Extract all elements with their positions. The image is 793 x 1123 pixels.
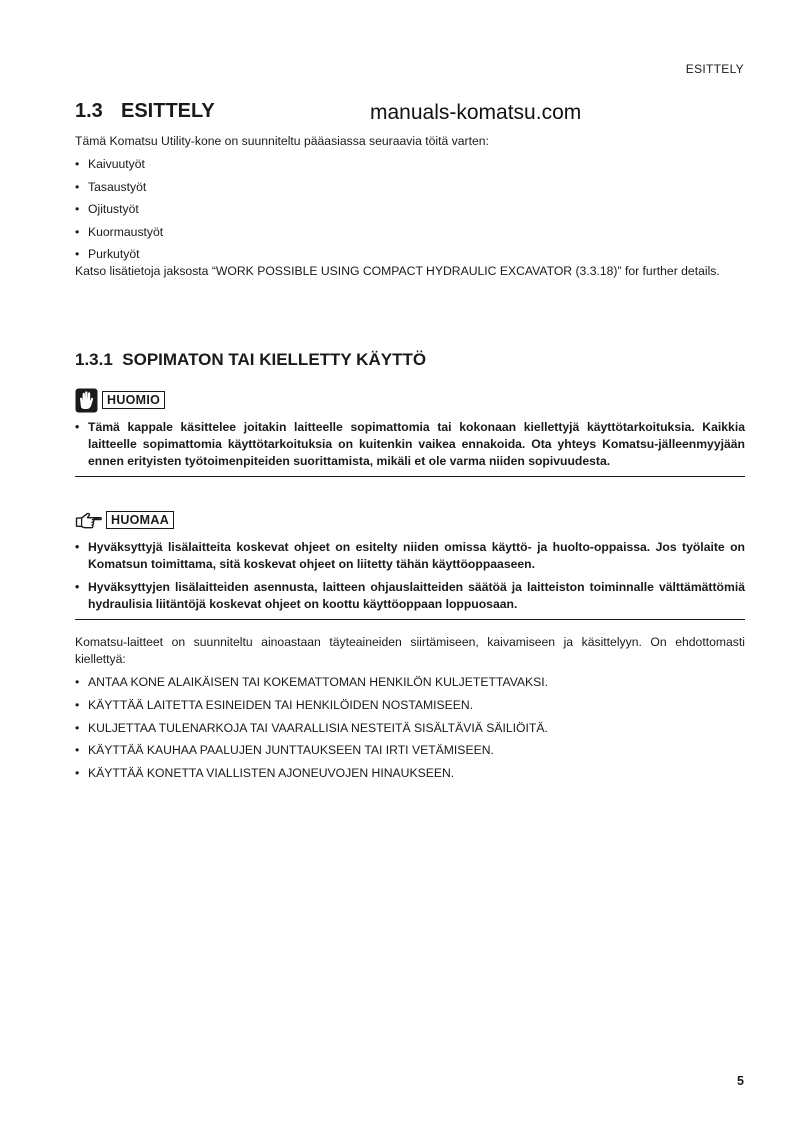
list-item: • Purkutyöt	[75, 246, 745, 263]
list-item: • Kaivuutyöt	[75, 156, 745, 173]
prohibited-list	[75, 674, 745, 781]
work-list	[75, 156, 745, 263]
note-item: • Hyväksyttyjä lisälaitteita koskevat ohjeet on esitelty niiden omissa käyttö- ja huolto-oppaissa. Jos työlaite on Komatsun toimittama, sitä koskevat ohjeet on liitetty tähän käyttöoppaaseen.	[75, 539, 745, 573]
list-item: • KÄYTTÄÄ KONETTA VIALLISTEN AJONEUVOJEN HINAUKSEEN.	[75, 765, 745, 782]
caution-header	[75, 387, 745, 413]
note-item: • Hyväksyttyjen lisälaitteiden asennusta, laitteen ohjauslaitteiden säätöä ja laitteiston toiminnalle välttämättömiä hydraulisia liitäntöjä koskevat ohjeet on koottu käyttöoppaan loppuosaan.	[75, 579, 745, 613]
subsection-number: 1.3.1	[75, 350, 113, 370]
note-label: HUOMAA	[106, 511, 174, 529]
list-item: • KÄYTTÄÄ KAUHAA PAALUJEN JUNTTAUKSEEN TAI IRTI VETÄMISEEN.	[75, 742, 745, 759]
page-number: 5	[737, 1074, 744, 1088]
subsection-heading	[75, 350, 745, 370]
running-header: ESITTELY	[685, 62, 744, 76]
note-header	[75, 507, 745, 533]
caution-list	[75, 413, 745, 477]
section-intro: Tämä Komatsu Utility-kone on suunniteltu pääasiassa seuraavia töitä varten:	[75, 134, 489, 148]
subsection-title: SOPIMATON TAI KIELLETTY KÄYTTÖ	[122, 350, 427, 370]
note-list	[75, 533, 745, 620]
caution-label: HUOMIO	[102, 391, 165, 409]
section-heading	[75, 100, 745, 123]
section-title: ESITTELY	[121, 100, 215, 122]
list-item: • Ojitustyöt	[75, 201, 745, 218]
caution-item: • Tämä kappale käsittelee joitakin laitteelle sopimattomia tai kokonaan kiellettyjä käyttötarkoituksia. Kaikkia laitteelle sopimattomia käyttötarkoituksia on kuitenkin vaikea ennakoida. Ota yhteys Komatsu-jälleenmyyjään ennen erityisten työtoimenpiteiden suorittamista, mikäli et ole varma niiden sopivuudesta.	[75, 419, 745, 470]
list-item: • Kuormaustyöt	[75, 224, 745, 241]
list-item: • KÄYTTÄÄ LAITETTA ESINEIDEN TAI HENKILÖIDEN NOSTAMISEEN.	[75, 697, 745, 714]
list-item: • KULJETTAA TULENARKOJA TAI VAARALLISIA NESTEITÄ SISÄLTÄVIÄ SÄILIÖITÄ.	[75, 720, 745, 737]
pointing-hand-icon	[75, 512, 102, 529]
list-item: • ANTAA KONE ALAIKÄISEN TAI KOKEMATTOMAN HENKILÖN KULJETETTAVAKSI.	[75, 674, 745, 691]
stop-hand-icon	[75, 388, 98, 413]
prohibited-intro: Komatsu-laitteet on suunniteltu ainoastaan täyteaineiden siirtämiseen, kaivamiseen ja käsittelyyn. On ehdottomasti kiellettyä:	[75, 635, 745, 667]
list-item: • Tasaustyöt	[75, 179, 745, 196]
page-content	[75, 100, 745, 787]
caution-block	[75, 387, 745, 477]
section-details: Katso lisätietoja jaksosta “WORK POSSIBLE USING COMPACT HYDRAULIC EXCAVATOR (3.3.18)” for further details.	[75, 264, 720, 279]
watermark-text: manuals-komatsu.com	[370, 101, 582, 124]
note-block	[75, 507, 745, 620]
section-number: 1.3	[75, 100, 103, 122]
